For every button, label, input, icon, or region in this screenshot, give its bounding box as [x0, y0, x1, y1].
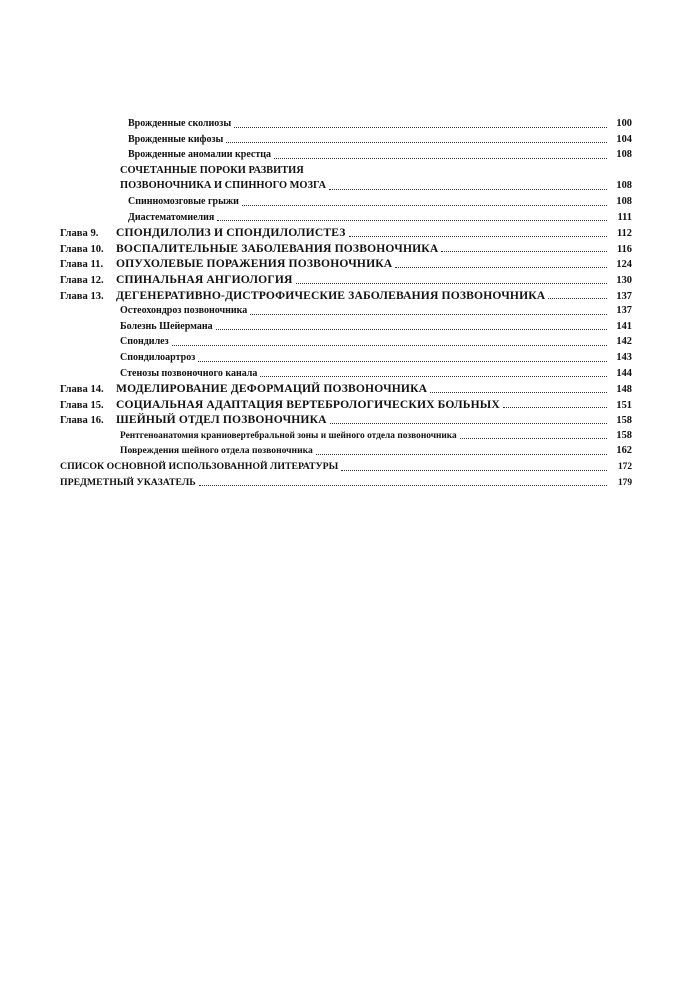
- toc-leader-dots: [296, 282, 607, 284]
- toc-entry-title: Стенозы позвоночного канала: [120, 367, 258, 379]
- toc-chapter-entry: [60, 412, 632, 428]
- toc-chapter-number: Глава 12.: [60, 274, 104, 286]
- toc-chapter-entry: [60, 272, 632, 288]
- toc-entry-title: Спинномозговые грыжи: [128, 195, 239, 207]
- toc-leader-dots: [172, 344, 607, 346]
- toc-page-number: 179: [617, 477, 632, 488]
- toc-chapter-number: Глава 10.: [60, 243, 104, 255]
- toc-leader-dots: [430, 391, 607, 393]
- toc-entry-title: Рентгеноанатомия краниовертебральной зоны и шейного отдела позвоночника: [120, 430, 457, 441]
- toc-page-number: 108: [616, 195, 632, 207]
- toc-entry-title: Повреждения шейного отдела позвоночника: [120, 445, 313, 457]
- toc-entry: [60, 319, 632, 335]
- toc-page-number: 137: [616, 290, 632, 302]
- toc-entry: [60, 350, 632, 366]
- toc-entry: [60, 147, 632, 163]
- toc-leader-dots: [441, 250, 607, 252]
- toc-leader-dots: [341, 469, 607, 471]
- toc-entry: [60, 428, 632, 444]
- toc-page-number: 143: [616, 351, 632, 363]
- toc-page-number: 151: [616, 399, 632, 411]
- toc-leader-dots: [349, 235, 607, 237]
- toc-entry-title: ШЕЙНЫЙ ОТДЕЛ ПОЗВОНОЧНИКА: [116, 413, 327, 427]
- toc-chapter-number: Глава 14.: [60, 384, 104, 396]
- toc-entry-title: СПОНДИЛОЛИЗ И СПОНДИЛОЛИСТЕЗ: [116, 226, 346, 240]
- toc-page-number: 108: [616, 149, 632, 161]
- toc-chapter-number: Глава 9.: [60, 228, 99, 240]
- toc-entry-title: СПИНАЛЬНАЯ АНГИОЛОГИЯ: [116, 272, 293, 286]
- toc-page-number: 158: [616, 415, 632, 427]
- toc-entry-title: Болезнь Шейермана: [120, 320, 213, 332]
- toc-page-number: 144: [616, 367, 632, 379]
- toc-entry: [60, 303, 632, 319]
- toc-page-number: 172: [617, 462, 632, 473]
- toc-entry: [60, 475, 632, 491]
- toc-leader-dots: [395, 266, 607, 268]
- toc-leader-dots: [199, 484, 607, 486]
- toc-leader-dots: [329, 188, 607, 190]
- toc-page-number: 148: [616, 384, 632, 396]
- toc-chapter-entry: [60, 225, 632, 241]
- toc-page-number: 104: [616, 133, 632, 145]
- toc-leader-dots: [216, 328, 607, 330]
- toc-leader-dots: [503, 406, 607, 408]
- toc-entry-title: Спондилез: [120, 336, 169, 348]
- toc-page-number: 111: [617, 211, 632, 223]
- toc-entry-title: ПОЗВОНОЧНИКА И СПИННОГО МОЗГА: [120, 180, 326, 192]
- toc-chapter-entry: [60, 256, 632, 272]
- toc-chapter-entry: [60, 288, 632, 304]
- toc-entry-title: Остеохондроз позвоночника: [120, 305, 248, 317]
- toc-entry-title: СОЦИАЛЬНАЯ АДАПТАЦИЯ ВЕРТЕБРОЛОГИЧЕСКИХ БОЛЬНЫХ: [116, 397, 500, 411]
- toc-leader-dots: [460, 437, 607, 439]
- toc-entry: [60, 132, 632, 148]
- toc-entry: [60, 116, 632, 132]
- toc-entry: [60, 210, 632, 226]
- toc-leader-dots: [274, 157, 607, 159]
- toc-entry-title: Врожденные сколиозы: [128, 118, 232, 129]
- toc-page-number: 108: [616, 180, 632, 192]
- toc-entry: [60, 366, 632, 382]
- toc-entry-title: СПИСОК ОСНОВНОЙ ИСПОЛЬЗОВАННОЙ ЛИТЕРАТУРЫ: [60, 461, 339, 473]
- toc-page-number: 162: [616, 445, 632, 457]
- toc-entry-title: Спондилоартроз: [120, 351, 196, 363]
- toc-entry-title: Врожденные кифозы: [128, 133, 224, 145]
- toc-chapter-entry: [60, 397, 632, 413]
- toc-entry: [60, 194, 632, 210]
- toc-leader-dots: [548, 297, 607, 299]
- toc-leader-dots: [217, 219, 607, 221]
- toc-entry-title: МОДЕЛИРОВАНИЕ ДЕФОРМАЦИЙ ПОЗВОНОЧНИКА: [116, 382, 428, 396]
- toc-chapter-entry: [60, 241, 632, 257]
- toc-entry: [60, 178, 632, 194]
- toc-chapter-entry: [60, 381, 632, 397]
- toc-leader-dots: [198, 360, 607, 362]
- toc-leader-dots: [260, 375, 607, 377]
- toc-leader-dots: [250, 313, 607, 315]
- toc-leader-dots: [226, 141, 607, 143]
- toc-chapter-number: Глава 15.: [60, 399, 104, 411]
- toc-page-number: 137: [616, 305, 632, 317]
- toc-leader-dots: [234, 126, 607, 128]
- toc-page-number: 112: [616, 228, 632, 240]
- toc-page-number: 141: [616, 320, 632, 332]
- toc-entry: [60, 334, 632, 350]
- toc-entry-title: ДЕГЕНЕРАТИВНО-ДИСТРОФИЧЕСКИЕ ЗАБОЛЕВАНИЯ ПОЗВОНОЧНИКА: [116, 288, 546, 302]
- toc-entry-title: Диастематомиелия: [128, 211, 215, 223]
- toc-page-number: 116: [616, 243, 632, 255]
- toc-chapter-number: Глава 13.: [60, 290, 104, 302]
- toc-leader-dots: [307, 173, 607, 174]
- toc-entry-title: ВОСПАЛИТЕЛЬНЫЕ ЗАБОЛЕВАНИЯ ПОЗВОНОЧНИКА: [116, 241, 439, 255]
- toc-entry: [60, 163, 632, 179]
- toc-entry-title: СОЧЕТАННЫЕ ПОРОКИ РАЗВИТИЯ: [120, 164, 304, 176]
- toc-leader-dots: [242, 204, 607, 206]
- toc-page-number: 124: [616, 259, 632, 271]
- toc-entry-title: ОПУХОЛЕВЫЕ ПОРАЖЕНИЯ ПОЗВОНОЧНИКА: [116, 257, 393, 271]
- toc-entry: [60, 459, 632, 475]
- toc-chapter-number: Глава 16.: [60, 415, 104, 427]
- toc-page-number: 158: [616, 429, 632, 441]
- toc-page-number: 100: [616, 118, 632, 129]
- toc-chapter-number: Глава 11.: [60, 259, 104, 271]
- toc-page-number: 142: [616, 336, 632, 348]
- toc-entry-title: ПРЕДМЕТНЫЙ УКАЗАТЕЛЬ: [60, 476, 196, 488]
- table-of-contents: [60, 116, 632, 490]
- toc-page-number: 130: [616, 274, 632, 286]
- toc-leader-dots: [330, 422, 607, 424]
- toc-entry-title: Врожденные аномалии крестца: [128, 149, 272, 161]
- toc-leader-dots: [316, 453, 607, 455]
- toc-entry: [60, 443, 632, 459]
